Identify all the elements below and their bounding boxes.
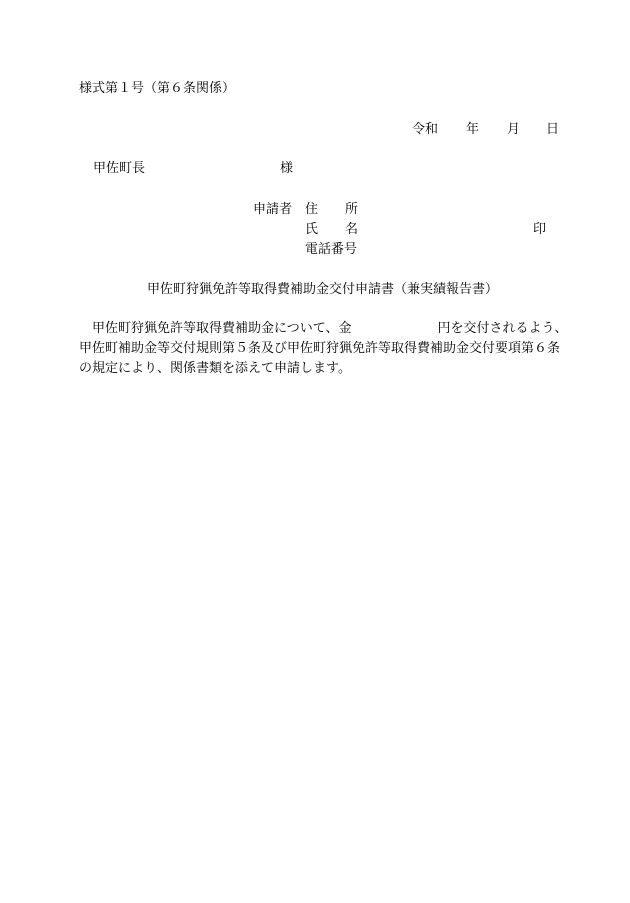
name-label-char2: 名 xyxy=(345,222,359,237)
addressee-mayor: 甲佐町長 xyxy=(93,161,146,176)
address-label-char1: 住 xyxy=(305,202,319,217)
body-line-1 xyxy=(79,319,589,339)
date-line xyxy=(0,121,630,138)
body-line-3: の規定により、関係書類を添えて申請します。 xyxy=(79,361,351,376)
body-line-1-before: 甲佐町狩猟免許等取得費補助金について、金 xyxy=(92,321,352,336)
application-body xyxy=(79,319,589,379)
date-day-unit: 日 xyxy=(546,122,560,137)
form-number: 様式第１号（第６条関係） xyxy=(79,81,236,96)
body-line-2: 甲佐町補助金等交付規則第５条及び甲佐町狩猟免許等取得費補助金交付要項第６条 xyxy=(79,341,561,356)
applicant-address-field xyxy=(305,201,605,218)
seal-mark: 印 xyxy=(533,222,547,237)
document-title: 甲佐町狩猟免許等取得費補助金交付申請書（兼実績報告書） xyxy=(147,282,499,297)
name-label-char1: 氏 xyxy=(305,222,319,237)
applicant-name-field xyxy=(305,221,605,238)
addressee-line xyxy=(0,160,630,177)
date-year-unit: 年 xyxy=(466,122,480,137)
date-era: 令和 xyxy=(412,122,439,137)
applicant-phone-field xyxy=(305,241,605,258)
addressee-honorific: 様 xyxy=(280,161,294,176)
phone-label: 電話番号 xyxy=(305,242,358,257)
body-line-1-after: 円を交付されるよう、 xyxy=(437,321,568,336)
applicant-label: 申請者 xyxy=(253,202,293,217)
date-month-unit: 月 xyxy=(507,122,521,137)
address-label-char2: 所 xyxy=(345,202,359,217)
